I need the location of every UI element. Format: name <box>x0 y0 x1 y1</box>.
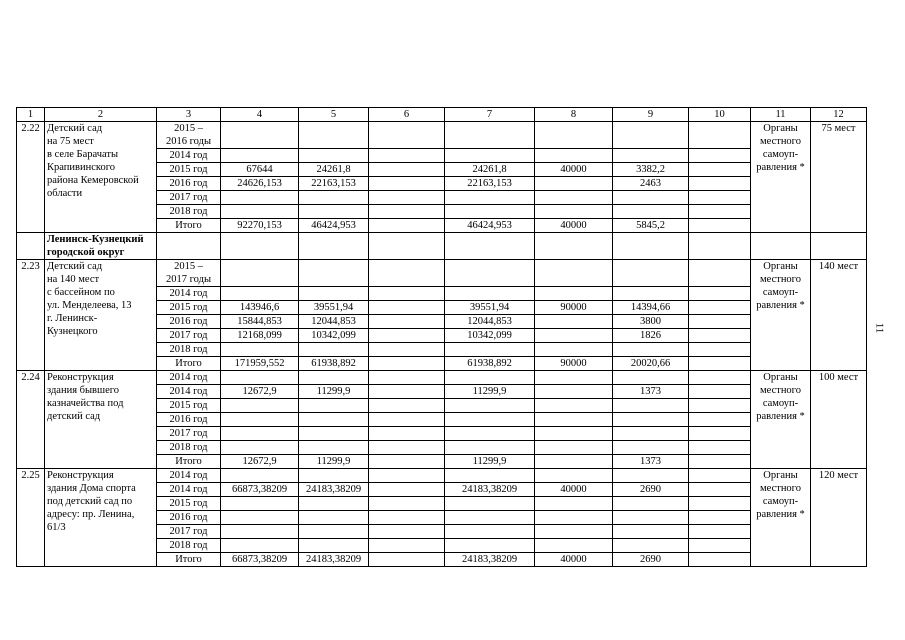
value-cell <box>299 149 369 163</box>
value-cell <box>445 539 535 553</box>
value-cell: 24183,38209 <box>299 553 369 567</box>
value-cell <box>221 343 299 357</box>
value-cell <box>689 427 751 441</box>
period-cell: 2017 год <box>157 191 221 205</box>
value-cell <box>299 399 369 413</box>
item-number: 2.24 <box>17 371 45 469</box>
value-cell <box>445 122 535 149</box>
value-cell <box>221 413 299 427</box>
value-cell: 2463 <box>613 177 689 191</box>
capacity: 100 мест <box>811 371 867 469</box>
value-cell <box>221 525 299 539</box>
period-cell: 2018 год <box>157 205 221 219</box>
value-cell <box>689 329 751 343</box>
value-cell: 66873,38209 <box>221 483 299 497</box>
value-cell: 61938,892 <box>445 357 535 371</box>
value-cell: 39551,94 <box>445 301 535 315</box>
value-cell <box>535 399 613 413</box>
period-cell: 2016 год <box>157 315 221 329</box>
value-cell <box>299 469 369 483</box>
value-cell <box>445 343 535 357</box>
value-cell <box>299 441 369 455</box>
value-cell <box>689 219 751 233</box>
empty-cell <box>535 233 613 260</box>
object-name: Детский сад на 75 мест в селе Барачаты Крапивинского района Кемеровской области <box>45 122 157 233</box>
object-name: Реконструкция здания бывшего казначейства под детский сад <box>45 371 157 469</box>
value-cell: 61938,892 <box>299 357 369 371</box>
empty-cell <box>689 233 751 260</box>
value-cell <box>535 441 613 455</box>
value-cell: 12672,9 <box>221 385 299 399</box>
header-cell: 3 <box>157 108 221 122</box>
value-cell <box>299 191 369 205</box>
period-cell: 2014 год <box>157 483 221 497</box>
value-cell <box>221 427 299 441</box>
value-cell: 90000 <box>535 301 613 315</box>
value-cell <box>369 497 445 511</box>
value-cell: 171959,552 <box>221 357 299 371</box>
value-cell <box>613 343 689 357</box>
table-row <box>17 260 867 287</box>
table-row <box>17 122 867 149</box>
value-cell <box>689 483 751 497</box>
value-cell <box>369 539 445 553</box>
header-cell: 11 <box>751 108 811 122</box>
empty-cell <box>17 233 45 260</box>
period-cell: 2014 год <box>157 371 221 385</box>
value-cell <box>613 441 689 455</box>
value-cell: 20020,66 <box>613 357 689 371</box>
empty-cell <box>445 233 535 260</box>
value-cell <box>369 301 445 315</box>
value-cell <box>689 301 751 315</box>
value-cell <box>689 205 751 219</box>
empty-cell <box>613 233 689 260</box>
period-cell: 2016 год <box>157 413 221 427</box>
value-cell: 24183,38209 <box>445 483 535 497</box>
value-cell: 1373 <box>613 455 689 469</box>
empty-cell <box>811 233 867 260</box>
value-cell <box>221 260 299 287</box>
table-row <box>17 469 867 483</box>
period-cell: Итого <box>157 553 221 567</box>
value-cell <box>689 191 751 205</box>
value-cell <box>535 260 613 287</box>
header-cell: 7 <box>445 108 535 122</box>
period-cell: 2016 год <box>157 177 221 191</box>
value-cell: 39551,94 <box>299 301 369 315</box>
program-table <box>16 107 867 567</box>
value-cell <box>535 122 613 149</box>
period-cell: 2015 – 2017 годы <box>157 260 221 287</box>
header-cell: 8 <box>535 108 613 122</box>
value-cell <box>613 149 689 163</box>
value-cell <box>689 525 751 539</box>
value-cell <box>689 149 751 163</box>
value-cell <box>369 260 445 287</box>
value-cell: 10342,099 <box>445 329 535 343</box>
value-cell <box>613 539 689 553</box>
value-cell <box>299 539 369 553</box>
value-cell <box>535 413 613 427</box>
value-cell: 14394,66 <box>613 301 689 315</box>
value-cell <box>369 385 445 399</box>
value-cell <box>613 427 689 441</box>
value-cell: 12044,853 <box>445 315 535 329</box>
value-cell <box>299 511 369 525</box>
object-name: Реконструкция здания Дома спорта под детский сад по адресу: пр. Ленина, 61/3 <box>45 469 157 567</box>
capacity: 75 мест <box>811 122 867 233</box>
value-cell <box>445 260 535 287</box>
value-cell: 22163,153 <box>445 177 535 191</box>
header-cell: 1 <box>17 108 45 122</box>
value-cell: 46424,953 <box>445 219 535 233</box>
value-cell: 10342,099 <box>299 329 369 343</box>
value-cell <box>535 177 613 191</box>
value-cell: 67644 <box>221 163 299 177</box>
value-cell <box>445 149 535 163</box>
value-cell <box>221 441 299 455</box>
value-cell <box>613 122 689 149</box>
value-cell <box>535 149 613 163</box>
item-number: 2.22 <box>17 122 45 233</box>
value-cell <box>221 511 299 525</box>
value-cell: 90000 <box>535 357 613 371</box>
responsible-org: Органы местного самоуп- равления * <box>751 260 811 371</box>
value-cell <box>299 427 369 441</box>
value-cell <box>369 427 445 441</box>
value-cell <box>445 399 535 413</box>
value-cell <box>445 441 535 455</box>
value-cell <box>535 371 613 385</box>
value-cell <box>445 205 535 219</box>
value-cell <box>689 497 751 511</box>
value-cell <box>221 497 299 511</box>
value-cell: 12672,9 <box>221 455 299 469</box>
value-cell <box>299 497 369 511</box>
period-cell: 2018 год <box>157 441 221 455</box>
period-cell: 2014 год <box>157 385 221 399</box>
value-cell <box>535 427 613 441</box>
value-cell <box>221 122 299 149</box>
responsible-org: Органы местного самоуп- равления * <box>751 469 811 567</box>
value-cell <box>689 343 751 357</box>
value-cell: 11299,9 <box>299 385 369 399</box>
period-cell: Итого <box>157 219 221 233</box>
value-cell <box>535 511 613 525</box>
value-cell <box>445 511 535 525</box>
value-cell <box>689 287 751 301</box>
period-cell: 2015 год <box>157 497 221 511</box>
value-cell: 11299,9 <box>445 385 535 399</box>
value-cell <box>535 315 613 329</box>
value-cell <box>445 469 535 483</box>
period-cell: 2014 год <box>157 469 221 483</box>
value-cell <box>689 122 751 149</box>
value-cell <box>689 399 751 413</box>
value-cell <box>369 413 445 427</box>
value-cell <box>369 553 445 567</box>
table-body <box>17 108 867 567</box>
capacity: 120 мест <box>811 469 867 567</box>
value-cell: 22163,153 <box>299 177 369 191</box>
value-cell <box>613 287 689 301</box>
value-cell: 11299,9 <box>445 455 535 469</box>
value-cell <box>689 413 751 427</box>
value-cell <box>613 413 689 427</box>
value-cell <box>299 413 369 427</box>
value-cell <box>535 205 613 219</box>
value-cell <box>369 315 445 329</box>
value-cell <box>369 163 445 177</box>
value-cell <box>369 525 445 539</box>
value-cell <box>445 413 535 427</box>
header-cell: 12 <box>811 108 867 122</box>
value-cell <box>535 191 613 205</box>
value-cell: 3800 <box>613 315 689 329</box>
header-cell: 9 <box>613 108 689 122</box>
value-cell <box>535 469 613 483</box>
value-cell: 1826 <box>613 329 689 343</box>
value-cell <box>689 163 751 177</box>
district-heading: Ленинск-Кузнецкий городской округ <box>45 233 157 260</box>
value-cell <box>369 287 445 301</box>
value-cell <box>535 497 613 511</box>
value-cell: 3382,2 <box>613 163 689 177</box>
value-cell <box>445 525 535 539</box>
value-cell <box>221 287 299 301</box>
value-cell <box>613 371 689 385</box>
header-cell: 10 <box>689 108 751 122</box>
value-cell: 24626,153 <box>221 177 299 191</box>
value-cell <box>369 219 445 233</box>
value-cell <box>613 525 689 539</box>
value-cell <box>369 441 445 455</box>
value-cell <box>689 371 751 385</box>
value-cell: 92270,153 <box>221 219 299 233</box>
value-cell <box>369 122 445 149</box>
value-cell <box>369 399 445 413</box>
value-cell: 143946,6 <box>221 301 299 315</box>
value-cell <box>221 399 299 413</box>
item-number: 2.25 <box>17 469 45 567</box>
value-cell <box>689 441 751 455</box>
value-cell: 11299,9 <box>299 455 369 469</box>
value-cell <box>445 287 535 301</box>
period-cell: 2014 год <box>157 287 221 301</box>
value-cell <box>689 315 751 329</box>
value-cell <box>445 497 535 511</box>
value-cell: 12168,099 <box>221 329 299 343</box>
value-cell <box>689 260 751 287</box>
value-cell <box>445 191 535 205</box>
value-cell <box>221 469 299 483</box>
value-cell: 24183,38209 <box>445 553 535 567</box>
value-cell <box>369 469 445 483</box>
value-cell <box>535 343 613 357</box>
period-cell: 2018 год <box>157 539 221 553</box>
value-cell <box>613 399 689 413</box>
value-cell <box>613 191 689 205</box>
period-cell: Итого <box>157 455 221 469</box>
value-cell: 40000 <box>535 483 613 497</box>
period-cell: 2018 год <box>157 343 221 357</box>
subheading-row <box>17 233 867 260</box>
value-cell <box>369 455 445 469</box>
value-cell: 2690 <box>613 553 689 567</box>
value-cell <box>299 122 369 149</box>
header-cell: 2 <box>45 108 157 122</box>
value-cell <box>369 177 445 191</box>
period-cell: 2016 год <box>157 511 221 525</box>
value-cell <box>299 205 369 219</box>
responsible-org: Органы местного самоуп- равления * <box>751 371 811 469</box>
value-cell: 66873,38209 <box>221 553 299 567</box>
value-cell <box>299 371 369 385</box>
value-cell <box>689 455 751 469</box>
empty-cell <box>157 233 221 260</box>
empty-cell <box>369 233 445 260</box>
value-cell <box>535 385 613 399</box>
period-cell: 2015 год <box>157 163 221 177</box>
value-cell <box>299 260 369 287</box>
page-number: 11 <box>873 322 886 334</box>
value-cell <box>369 149 445 163</box>
value-cell <box>613 205 689 219</box>
value-cell <box>299 287 369 301</box>
item-number: 2.23 <box>17 260 45 371</box>
empty-cell <box>299 233 369 260</box>
value-cell <box>369 371 445 385</box>
period-cell: 2015 год <box>157 399 221 413</box>
value-cell <box>613 511 689 525</box>
empty-cell <box>751 233 811 260</box>
period-cell: 2015 – 2016 годы <box>157 122 221 149</box>
value-cell <box>613 260 689 287</box>
value-cell: 40000 <box>535 553 613 567</box>
value-cell <box>221 371 299 385</box>
value-cell: 40000 <box>535 219 613 233</box>
value-cell <box>221 539 299 553</box>
value-cell <box>369 205 445 219</box>
value-cell: 46424,953 <box>299 219 369 233</box>
period-cell: Итого <box>157 357 221 371</box>
table-row <box>17 371 867 385</box>
value-cell <box>613 497 689 511</box>
value-cell <box>689 357 751 371</box>
value-cell: 24261,8 <box>445 163 535 177</box>
value-cell: 15844,853 <box>221 315 299 329</box>
value-cell <box>369 329 445 343</box>
period-cell: 2017 год <box>157 329 221 343</box>
value-cell <box>299 343 369 357</box>
value-cell <box>689 539 751 553</box>
value-cell <box>369 511 445 525</box>
value-cell: 1373 <box>613 385 689 399</box>
responsible-org: Органы местного самоуп- равления * <box>751 122 811 233</box>
value-cell <box>299 525 369 539</box>
header-cell: 4 <box>221 108 299 122</box>
value-cell <box>445 371 535 385</box>
value-cell <box>689 553 751 567</box>
period-cell: 2017 год <box>157 525 221 539</box>
value-cell <box>221 205 299 219</box>
header-row <box>17 108 867 122</box>
value-cell <box>689 469 751 483</box>
empty-cell <box>221 233 299 260</box>
value-cell: 2690 <box>613 483 689 497</box>
value-cell <box>689 511 751 525</box>
value-cell <box>613 469 689 483</box>
header-cell: 5 <box>299 108 369 122</box>
value-cell <box>535 539 613 553</box>
value-cell <box>535 287 613 301</box>
period-cell: 2014 год <box>157 149 221 163</box>
value-cell <box>221 149 299 163</box>
value-cell: 40000 <box>535 163 613 177</box>
value-cell <box>689 177 751 191</box>
value-cell <box>445 427 535 441</box>
value-cell <box>369 191 445 205</box>
object-name: Детский сад на 140 мест с бассейном по ул. Менделеева, 13 г. Ленинск- Кузнецкого <box>45 260 157 371</box>
value-cell: 24183,38209 <box>299 483 369 497</box>
header-cell: 6 <box>369 108 445 122</box>
value-cell: 24261,8 <box>299 163 369 177</box>
value-cell <box>369 357 445 371</box>
value-cell <box>221 191 299 205</box>
value-cell <box>535 329 613 343</box>
value-cell <box>369 343 445 357</box>
value-cell <box>535 525 613 539</box>
value-cell <box>369 483 445 497</box>
period-cell: 2017 год <box>157 427 221 441</box>
value-cell <box>689 385 751 399</box>
value-cell: 5845,2 <box>613 219 689 233</box>
period-cell: 2015 год <box>157 301 221 315</box>
value-cell: 12044,853 <box>299 315 369 329</box>
capacity: 140 мест <box>811 260 867 371</box>
value-cell <box>535 455 613 469</box>
